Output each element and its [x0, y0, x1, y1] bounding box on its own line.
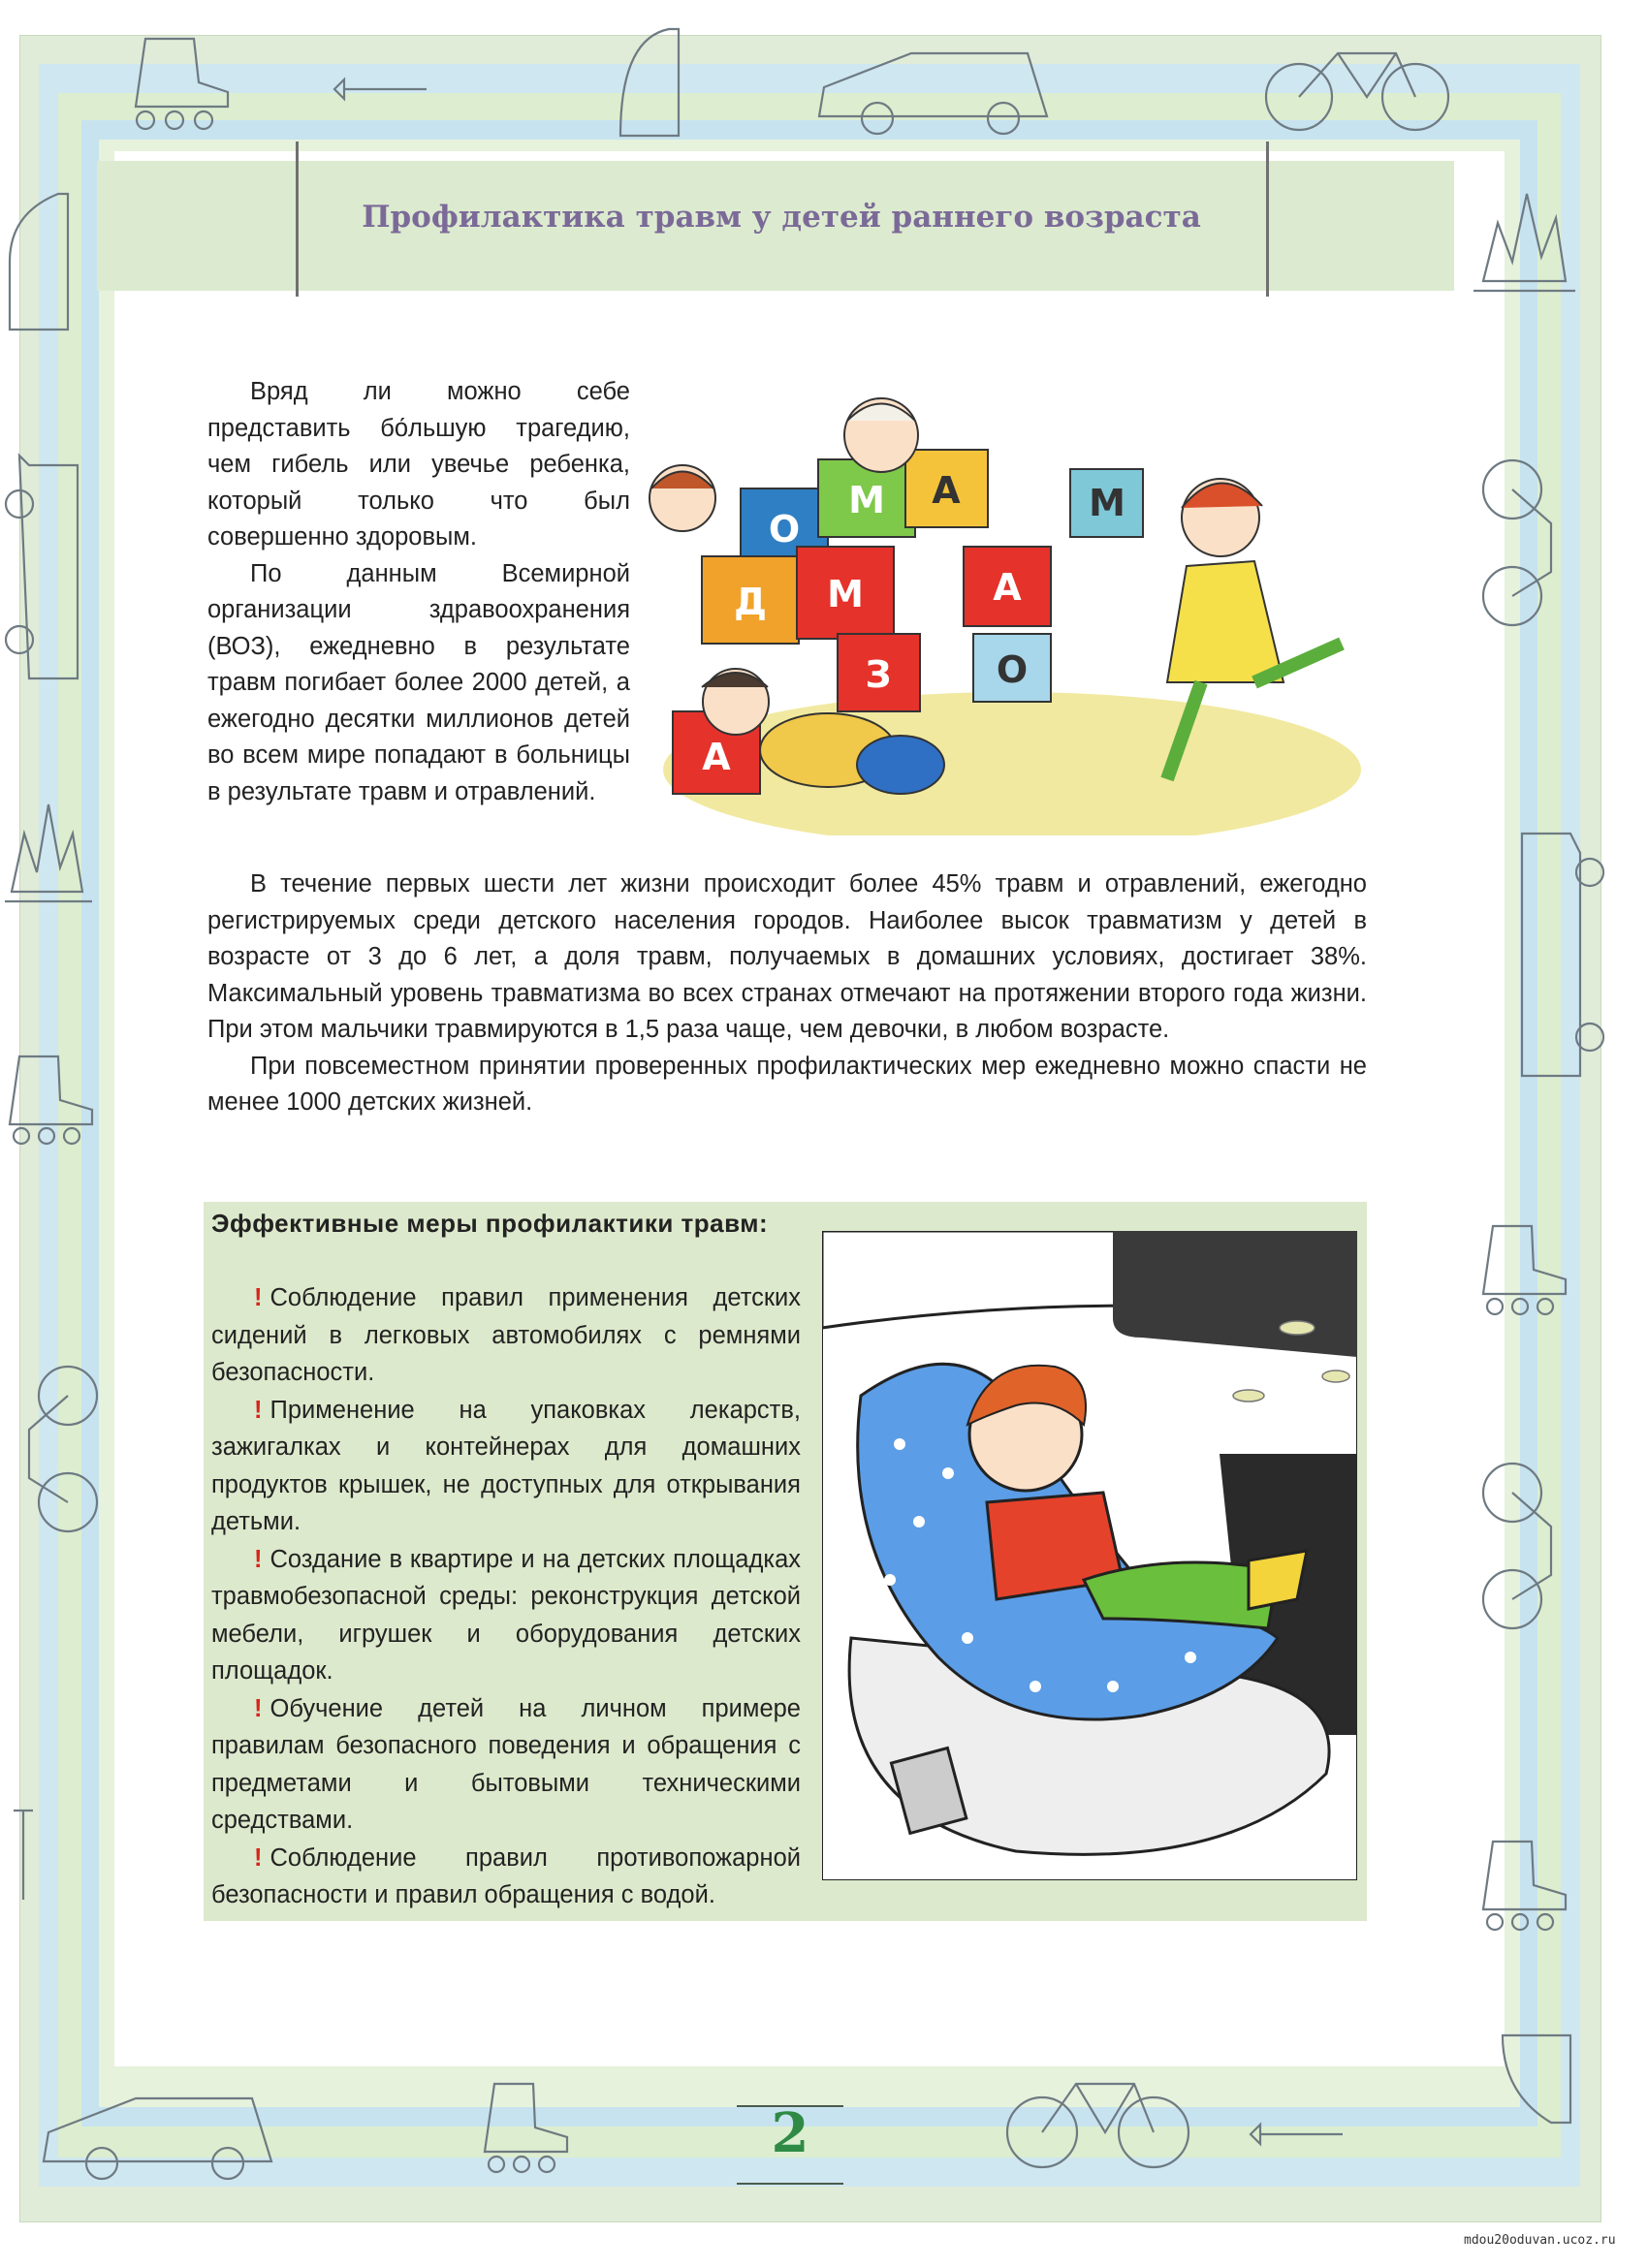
block-letter: А [932, 469, 961, 512]
watermark: mdou20oduvan.ucoz.ru [1464, 2233, 1616, 2248]
rollerskate-icon [10, 1056, 92, 1144]
rollerskate-icon [485, 2084, 567, 2172]
rollerskate-icon [136, 39, 228, 129]
paragraph: Вряд ли можно себе представить бо́льшую трагедию, чем гибель или увечье ребенка, который только что был совершенно здоровым. [207, 378, 630, 551]
measure-text: Создание в квартире и на детских площадках травмобезопасной среды: реконструкция детской мебели, игрушек и оборудования детских площадок. [211, 1545, 801, 1685]
bicycle-icon [1483, 460, 1551, 625]
exclamation-icon: ! [254, 1396, 263, 1424]
car-icon [44, 2098, 271, 2179]
block-letter: М [1089, 482, 1125, 524]
nail-icon [14, 1811, 33, 1900]
fire-icon [1474, 194, 1575, 291]
rollerskate-icon [1483, 1226, 1566, 1314]
block-letter: М [848, 479, 885, 521]
block-letter: А [993, 566, 1022, 609]
measures-title: Эффективные меры профилактики травм: [211, 1209, 769, 1238]
page-number: 2 [771, 2101, 809, 2165]
paragraph: В течение первых шести лет жизни происходит более 45% травм и отравлений, ежегодно регистрируемых среди детского населения городов. Наиболее высок травматизм у детей в возрасте от 3 до 6 лет, а доля травм, получаемых в домашних условиях, достигает 38%. Максимальный уровень травматизма во всех странах отмечают на протяжении второго года жизни. При этом мальчики травмируются в 1,5 раза чаще, чем девочки, в любом возрасте. [207, 870, 1367, 1043]
bicycle-icon [1266, 53, 1448, 130]
bicycle-icon [1483, 1464, 1551, 1628]
measure-text: Применение на упаковках лекарств, зажигалках и контейнерах для домашних продуктов крышек, не доступных для открывания детьми. [211, 1396, 801, 1535]
iron-icon [620, 29, 679, 136]
block-letter: З [865, 653, 892, 696]
car-icon [819, 53, 1047, 134]
block-letter: А [702, 736, 731, 778]
rollerskate-icon [1483, 1842, 1566, 1930]
exclamation-icon: ! [254, 1843, 263, 1872]
measure-text: Соблюдение правил противопожарной безопасности и правил обращения с водой. [211, 1843, 801, 1908]
exclamation-icon: ! [254, 1694, 263, 1722]
exclamation-icon: ! [254, 1545, 263, 1573]
bicycle-icon [29, 1367, 97, 1531]
car-icon [6, 456, 78, 678]
block-letter: О [768, 508, 801, 551]
iron-icon [1503, 2035, 1570, 2123]
car-icon [1522, 834, 1603, 1076]
block-letter: О [996, 648, 1029, 691]
page-number-rule [737, 2183, 843, 2185]
page-title: Профилактика травм у детей раннего возраста [362, 200, 1201, 235]
fire-icon [5, 804, 92, 901]
measure-text: Соблюдение правил применения детских сидений в легковых автомобилях с ремнями безопасности. [211, 1284, 801, 1386]
nail-icon [334, 79, 427, 99]
measure-text: Обучение детей на личном примере правилам безопасного поведения и обращения с предметами и бытовыми техническими средствами. [211, 1694, 801, 1834]
block-letter: М [827, 573, 864, 615]
paragraph: При повсеместном принятии проверенных профилактических мер ежедневно можно спасти не менее 1000 детских жизней. [207, 1052, 1367, 1116]
nail-icon [1251, 2125, 1343, 2144]
block-letter: Д [734, 581, 767, 623]
exclamation-icon: ! [254, 1284, 263, 1311]
paragraph: По данным Всемирной организации здравоохранения (ВОЗ), ежедневно в результате травм погибает более 2000 детей, а ежегодно десятки миллионов детей во всем мире попадают в больницы в результате травм и отравлений. [207, 559, 630, 805]
iron-icon [10, 194, 68, 330]
bicycle-icon [1007, 2084, 1188, 2167]
